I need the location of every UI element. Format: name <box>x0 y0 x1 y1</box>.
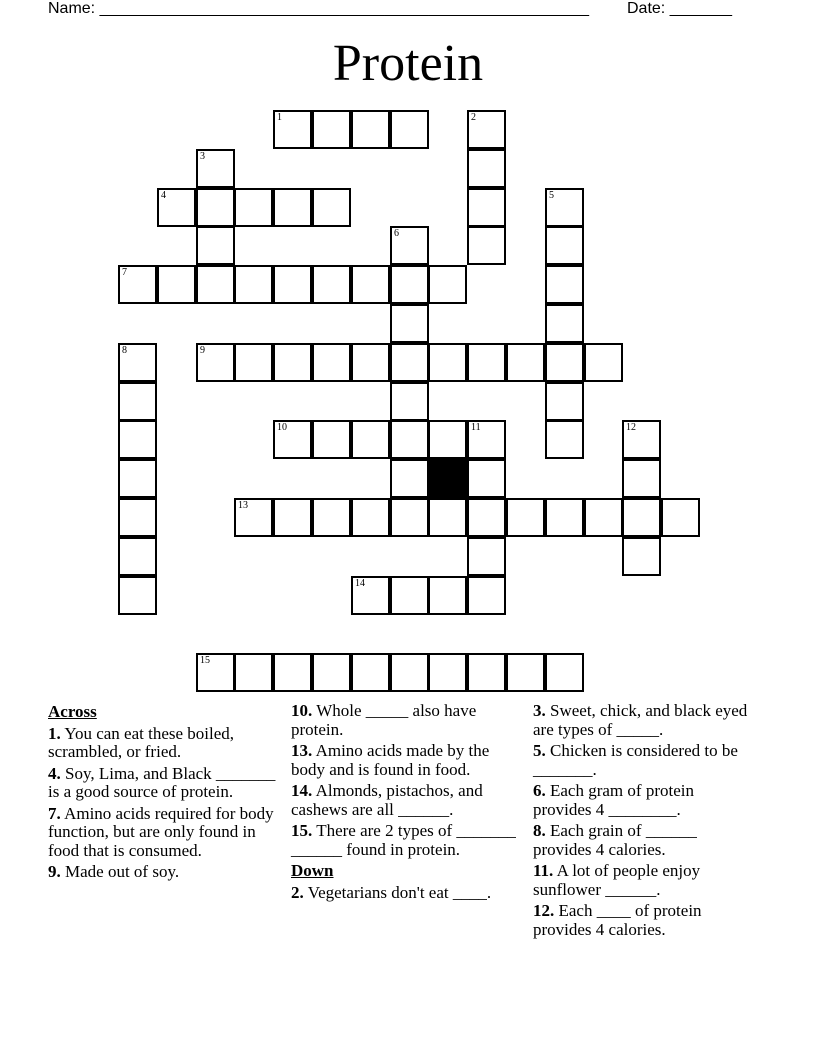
clue-number: 3. <box>533 701 546 720</box>
clue-number: 13. <box>291 741 313 760</box>
clue-across-13 <box>291 742 526 779</box>
grid-cell[interactable] <box>467 188 506 227</box>
grid-cell[interactable] <box>622 498 661 537</box>
grid-cell[interactable] <box>196 188 235 227</box>
grid-cell[interactable] <box>157 188 196 227</box>
cell-number: 1 <box>277 112 282 123</box>
grid-cell[interactable] <box>622 537 661 576</box>
grid-cell[interactable] <box>428 265 467 304</box>
cell-number: 11 <box>471 422 481 433</box>
date-field-label: Date: _______ <box>627 0 732 17</box>
clue-across-9 <box>48 863 278 882</box>
grid-cell[interactable] <box>118 459 157 498</box>
clue-number: 1. <box>48 723 61 743</box>
grid-cell[interactable] <box>467 110 506 149</box>
clue-text: Vegetarians don't eat ____. <box>307 882 492 902</box>
clue-text: Amino acids made by the body and is found in food. <box>291 741 490 779</box>
clue-column-1 <box>48 702 278 885</box>
grid-cell[interactable] <box>273 265 312 304</box>
cell-number: 10 <box>277 422 287 433</box>
grid-cell[interactable] <box>273 188 312 227</box>
grid-cell[interactable] <box>312 653 351 692</box>
clue-number: 8. <box>533 821 546 840</box>
clue-text: Almonds, pistachos, and cashews are all ______. <box>291 781 483 819</box>
grid-cell[interactable] <box>118 265 157 304</box>
cell-number: 15 <box>200 655 210 666</box>
cell-number: 4 <box>161 190 166 201</box>
clue-text: Whole _____ also have protein. <box>291 701 477 739</box>
grid-cell[interactable] <box>351 265 390 304</box>
grid-cell[interactable] <box>390 498 429 537</box>
grid-cell[interactable] <box>196 343 235 382</box>
grid-cell[interactable] <box>351 420 390 459</box>
grid-cell[interactable] <box>545 382 584 421</box>
grid-cell[interactable] <box>234 188 273 227</box>
clue-down-11 <box>533 862 753 899</box>
clue-column-3 <box>533 702 753 942</box>
grid-cell[interactable] <box>545 226 584 265</box>
grid-cell[interactable] <box>234 265 273 304</box>
grid-cell[interactable] <box>467 459 506 498</box>
grid-cell[interactable] <box>390 265 429 304</box>
grid-cell[interactable] <box>273 420 312 459</box>
grid-cell[interactable] <box>351 498 390 537</box>
clue-number: 2. <box>291 882 304 902</box>
grid-cell[interactable] <box>351 576 390 615</box>
cell-number: 2 <box>471 112 476 123</box>
grid-cell[interactable] <box>428 653 467 692</box>
grid-cell[interactable] <box>506 498 545 537</box>
clue-text: Soy, Lima, and Black _______ is a good source of protein. <box>48 763 276 801</box>
page-title: Protein <box>332 35 484 92</box>
grid-cell[interactable] <box>390 576 429 615</box>
grid-cell[interactable] <box>467 226 506 265</box>
cell-number: 5 <box>549 190 554 201</box>
grid-cell[interactable] <box>351 110 390 149</box>
grid-cell[interactable] <box>196 265 235 304</box>
grid-cell[interactable] <box>273 498 312 537</box>
grid-cell[interactable] <box>390 343 429 382</box>
clue-text: Made out of soy. <box>65 862 180 881</box>
grid-cell[interactable] <box>545 653 584 692</box>
grid-cell[interactable] <box>545 188 584 227</box>
cell-number: 8 <box>122 345 127 356</box>
grid-cell[interactable] <box>545 343 584 382</box>
clue-across-4 <box>48 765 278 802</box>
grid-cell[interactable] <box>467 576 506 615</box>
grid-cell[interactable] <box>273 343 312 382</box>
grid-cell[interactable] <box>390 110 429 149</box>
clue-number: 10. <box>291 701 313 720</box>
cell-number: 12 <box>626 422 636 433</box>
grid-cell[interactable] <box>390 653 429 692</box>
clue-number: 15. <box>291 821 313 840</box>
grid-cell[interactable] <box>506 653 545 692</box>
grid-cell[interactable] <box>467 149 506 188</box>
grid-cell[interactable] <box>390 420 429 459</box>
grid-cell[interactable] <box>390 226 429 265</box>
grid-cell[interactable] <box>312 343 351 382</box>
cell-number: 9 <box>200 345 205 356</box>
across-heading: Across <box>48 702 97 721</box>
grid-cell[interactable] <box>118 576 157 615</box>
clue-across-1 <box>48 725 278 762</box>
grid-cell[interactable] <box>506 343 545 382</box>
grid-cell[interactable] <box>467 420 506 459</box>
cell-number: 7 <box>122 267 127 278</box>
clue-across-15 <box>291 822 526 859</box>
grid-cell[interactable] <box>428 576 467 615</box>
grid-cell[interactable] <box>118 343 157 382</box>
cell-number: 14 <box>355 578 365 589</box>
clue-number: 6. <box>533 781 546 800</box>
clue-down-12 <box>533 902 753 939</box>
name-field-label: Name: _______________________________________________________ <box>48 0 589 17</box>
cell-number: 6 <box>394 228 399 239</box>
grid-cell[interactable] <box>584 498 623 537</box>
grid-cell[interactable] <box>390 304 429 343</box>
grid-cell[interactable] <box>312 265 351 304</box>
grid-cell[interactable] <box>622 420 661 459</box>
grid-cell[interactable] <box>428 420 467 459</box>
grid-cell[interactable] <box>196 149 235 188</box>
grid-cell[interactable] <box>661 498 700 537</box>
clue-text: Amino acids required for body function, but are only found in food that is consumed. <box>48 803 274 860</box>
clue-down-5 <box>533 742 753 779</box>
clue-number: 4. <box>48 763 61 783</box>
clue-number: 5. <box>533 741 546 760</box>
grid-cell[interactable] <box>390 382 429 421</box>
grid-cell[interactable] <box>196 653 235 692</box>
grid-cell[interactable] <box>118 498 157 537</box>
grid-cell[interactable] <box>273 653 312 692</box>
cell-number: 3 <box>200 151 205 162</box>
grid-cell[interactable] <box>467 343 506 382</box>
clue-text: There are 2 types of _______ ______ found in protein. <box>291 821 516 859</box>
grid-cell[interactable] <box>390 459 429 498</box>
clue-down-6 <box>533 782 753 819</box>
grid-cell[interactable] <box>118 382 157 421</box>
clue-down-3 <box>533 702 753 739</box>
clue-down-8 <box>533 822 753 859</box>
grid-cell[interactable] <box>545 420 584 459</box>
grid-cell[interactable] <box>118 537 157 576</box>
clue-number: 14. <box>291 781 313 800</box>
clue-number: 9. <box>48 862 61 881</box>
grid-cell[interactable] <box>467 537 506 576</box>
clue-column-2 <box>291 702 526 905</box>
grid-cell[interactable] <box>312 498 351 537</box>
clue-text: Chicken is considered to be _______. <box>533 741 738 779</box>
grid-cell[interactable] <box>351 343 390 382</box>
clue-across-10 <box>291 702 526 739</box>
grid-cell[interactable] <box>273 110 312 149</box>
grid-cell[interactable] <box>234 498 273 537</box>
down-heading: Down <box>291 861 334 880</box>
grid-cell[interactable] <box>118 420 157 459</box>
grid-cell[interactable] <box>428 343 467 382</box>
grid-cell[interactable] <box>351 653 390 692</box>
clue-across-14 <box>291 782 526 819</box>
clue-text: Each gram of protein provides 4 ________. <box>533 781 694 819</box>
grid-cell[interactable] <box>428 498 467 537</box>
grid-cell[interactable] <box>622 459 661 498</box>
clue-text: A lot of people enjoy sunflower ______. <box>533 861 701 899</box>
grid-cell[interactable] <box>312 188 351 227</box>
grid-cell[interactable] <box>312 420 351 459</box>
clue-across-7 <box>48 805 278 861</box>
grid-cell[interactable] <box>584 343 623 382</box>
clue-down-2 <box>291 884 526 903</box>
clue-number: 12. <box>533 901 555 920</box>
clue-text: You can eat these boiled, scrambled, or fried. <box>48 723 235 761</box>
grid-cell[interactable] <box>196 226 235 265</box>
grid-cell[interactable] <box>312 110 351 149</box>
clue-text: Each ____ of protein provides 4 calories. <box>533 901 702 939</box>
cell-number: 13 <box>238 500 248 511</box>
grid-cell[interactable] <box>545 304 584 343</box>
grid-cell[interactable] <box>234 653 273 692</box>
grid-cell[interactable] <box>545 498 584 537</box>
grid-block <box>428 459 467 498</box>
grid-cell[interactable] <box>467 653 506 692</box>
grid-cell[interactable] <box>467 498 506 537</box>
clue-number: 11. <box>533 861 554 880</box>
clue-text: Each grain of ______ provides 4 calories. <box>533 821 697 859</box>
grid-cell[interactable] <box>545 265 584 304</box>
clue-text: Sweet, chick, and black eyed are types of _____. <box>533 701 748 739</box>
clue-number: 7. <box>48 803 61 823</box>
grid-cell[interactable] <box>234 343 273 382</box>
grid-cell[interactable] <box>157 265 196 304</box>
